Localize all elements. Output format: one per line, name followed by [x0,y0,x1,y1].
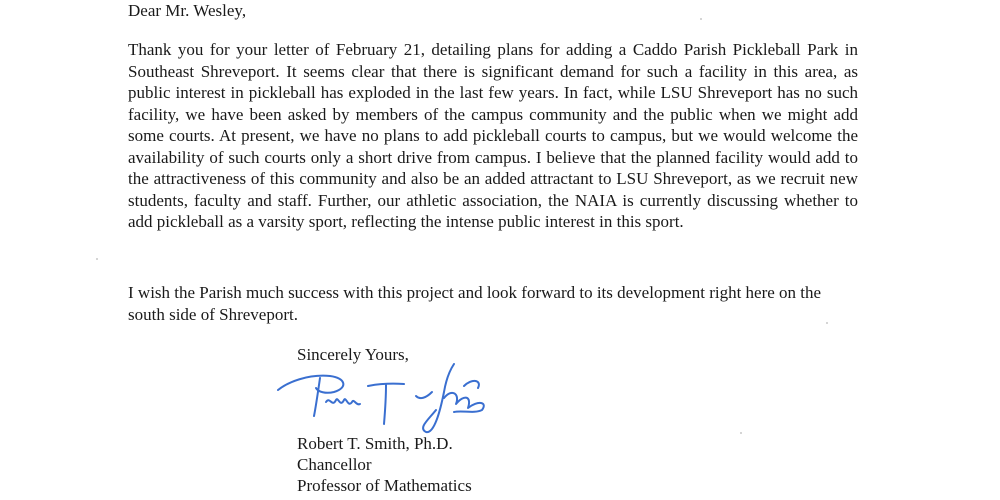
salutation: Dear Mr. Wesley, [128,1,247,20]
signatory-role: Professor of Mathematics [297,476,472,495]
scan-speck [96,258,98,260]
scan-speck [740,432,742,434]
body-paragraph-1: Thank you for your letter of February 21, detailing plans for adding a Caddo Parish Pickleball Park in Southeast Shreveport. It seems clear that there is significant demand for such a facility in this area, as public interest in pickleball has exploded in the last few years. In fact, while LSU Shreveport has no such facility, we have been asked by members of the campus community and the public when we might add some courts. At present, we have no plans to add pickleball courts to campus, but we would welcome the availability of such courts only a short drive from campus. I believe that the planned facility would add to the attractiveness of this community and also be an added attractant to LSU Shreveport, as we recruit new students, faculty and staff. Further, our athletic association, the NAIA is currently discussing whether to add pickleball as a varsity sport, reflecting the intense public interest in this sport. [128,40,858,231]
handwritten-signature [268,352,508,437]
scan-speck [700,18,702,20]
signatory-name: Robert T. Smith, Ph.D. [297,434,453,453]
signatory-title: Chancellor [297,455,372,474]
body-paragraph-2: I wish the Parish much success with this project and look forward to its development right here on the south side of Shreveport. [128,283,822,324]
closing: Sincerely Yours, [297,345,409,364]
scan-speck [826,322,828,324]
